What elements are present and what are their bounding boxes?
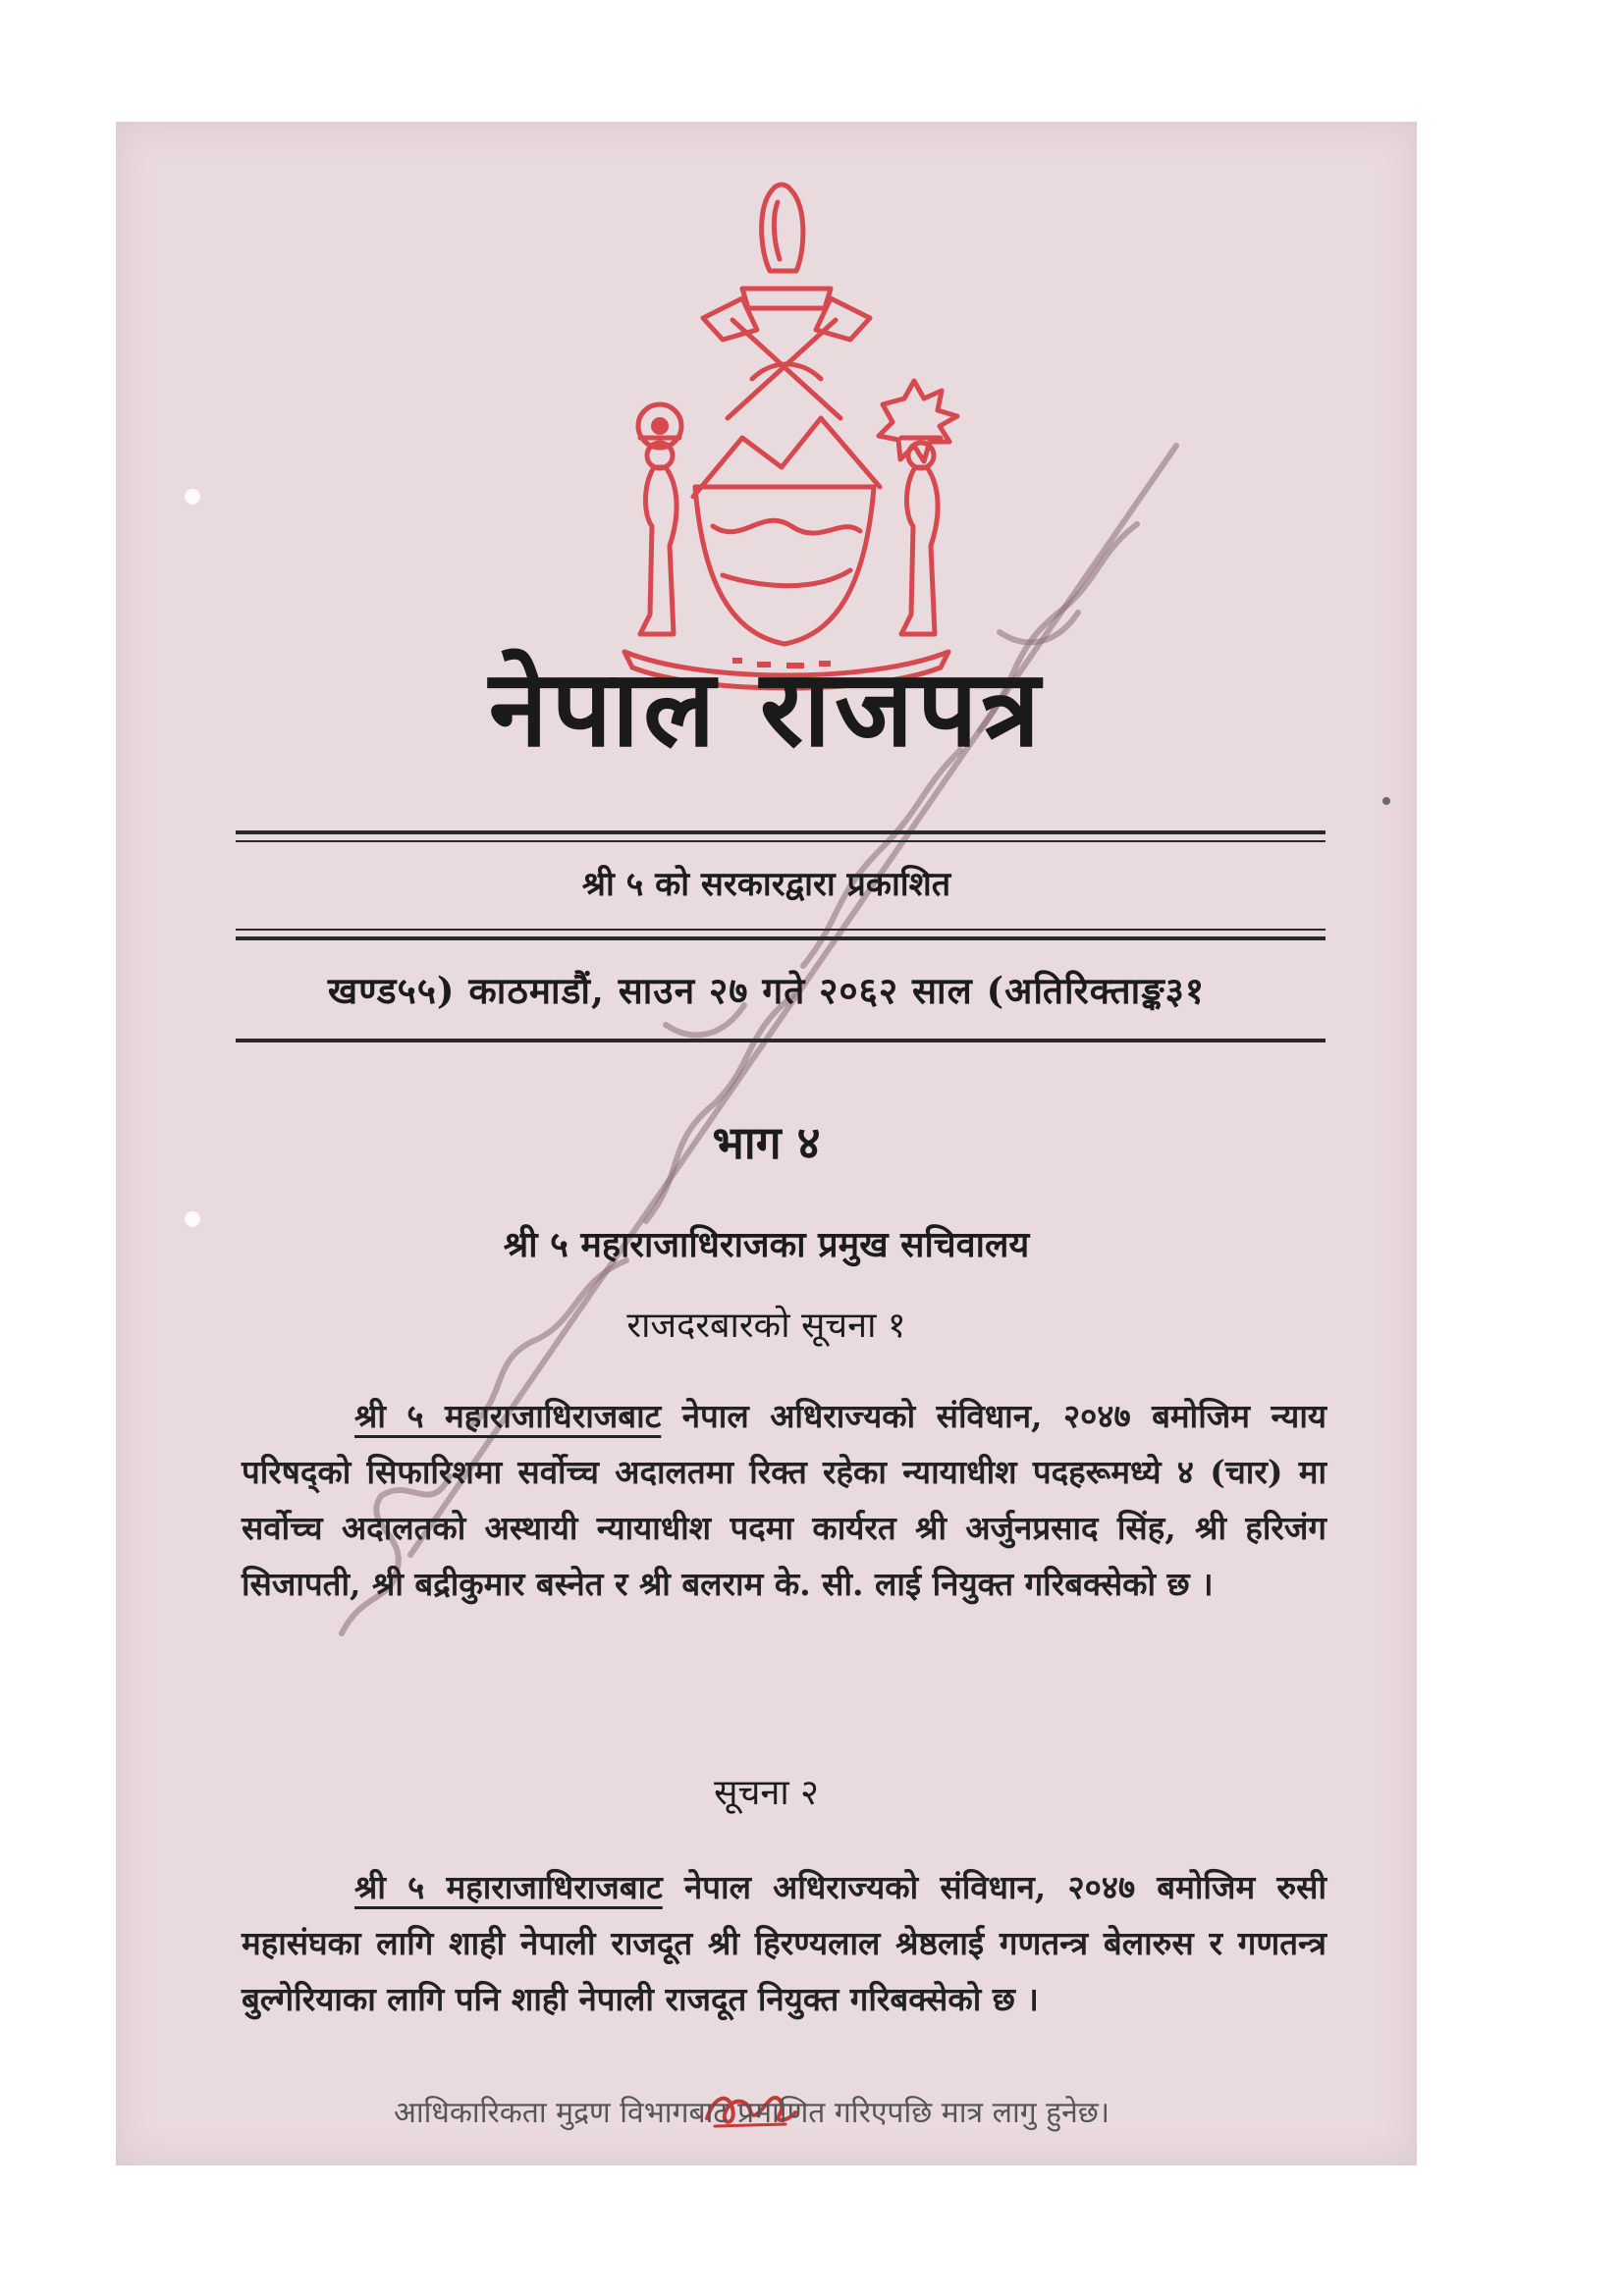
part-heading: भाग ४ <box>712 1116 821 1169</box>
divider-rule <box>236 936 1326 940</box>
notice-paragraph <box>242 1859 1326 2027</box>
footer-note: आधिकारिकता मुद्रण विभागबाट प्रमाणित गरिएपछि मात्र लागु हुनेछ। <box>394 2096 1110 2130</box>
notice-text: नेपाल अधिराज्यको संविधान, २०४७ बमोजिम रुसी महासंघका लागि शाही नेपाली राजदूत श्री हिरण्यलाल श्रेष्ठलाई गणतन्त्र बेलारुस र गणतन्त्र बुल्गेरियाका लागि पनि शाही नेपाली राजदूत नियुक्त गरिबक्सेको छ । <box>242 1868 1327 2018</box>
notice-heading: राजदरबारको सूचना १ <box>626 1306 906 1346</box>
notice-heading: सूचना २ <box>714 1773 819 1813</box>
notice-lead: श्री ५ महाराजाधिराजबाट <box>354 1397 662 1435</box>
gazette-page <box>116 122 1417 2165</box>
divider-rule <box>236 830 1326 834</box>
publisher-line: श्री ५ को सरकारद्वारा प्रकाशित <box>581 865 951 904</box>
divider-rule <box>236 929 1326 931</box>
divider-rule <box>236 1039 1326 1042</box>
notice-paragraph <box>242 1388 1326 1612</box>
masthead-issue-line: खण्ड५५) काठमाडौं, साउन २७ गते २०६२ साल (अतिरिक्ताङ्क३१ <box>327 969 1206 1012</box>
notice-text: नेपाल अधिराज्यको संविधान, २०४७ बमोजिम न्याय परिषद्को सिफारिशमा सर्वोच्च अदालतमा रिक्त रहेका न्यायाधीश पदहरूमध्ये ४ (चार) मा सर्वोच्च अदालतको अस्थायी न्यायाधीश पदमा कार्यरत श्री अर्जुनप्रसाद सिंह, श्री हरिजंग सिजापती, श्री बद्रीकुमार बस्नेत र श्री बलराम के. सी. लाई नियुक्त गरिबक्सेको छ । <box>242 1397 1326 1603</box>
gazette-title: नेपाल राजपत्र <box>488 647 1045 771</box>
divider-rule <box>236 840 1326 842</box>
office-heading: श्री ५ महाराजाधिराजका प्रमुख सचिवालय <box>503 1224 1030 1265</box>
notice-lead: श्री ५ महाराजाधिराजबाट <box>354 1868 663 1906</box>
